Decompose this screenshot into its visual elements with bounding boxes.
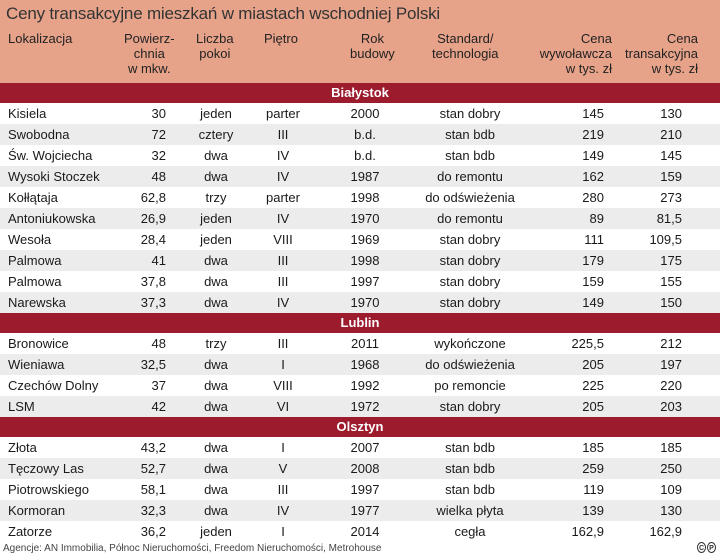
area-cell: 42 (151, 399, 166, 414)
transaction-price-cell: 212 (660, 336, 682, 351)
table-row (0, 145, 720, 166)
area-cell: 30 (151, 106, 166, 121)
rooms-cell: dwa (204, 357, 228, 372)
asking-price-cell: 225 (582, 378, 604, 393)
year-cell: 1987 (350, 169, 380, 184)
location-cell: Zatorze (8, 524, 53, 539)
area-cell: 48 (151, 336, 166, 351)
transaction-price-cell: 203 (660, 399, 682, 414)
floor-cell: parter (266, 190, 300, 205)
transaction-price-cell: 220 (660, 378, 682, 393)
location-cell: Tęczowy Las (8, 461, 84, 476)
floor-cell: VIII (273, 232, 293, 247)
table-row (0, 437, 720, 458)
table-row (0, 375, 720, 396)
asking-price-cell: 149 (582, 295, 604, 310)
area-cell: 62,8 (140, 190, 166, 205)
floor-cell: I (281, 440, 285, 455)
table-header (0, 0, 720, 83)
year-cell: 1998 (350, 190, 380, 205)
standard-cell: stan dobry (439, 106, 501, 121)
table-row (0, 396, 720, 417)
rooms-cell: dwa (204, 440, 228, 455)
asking-price-cell: 162,9 (571, 524, 604, 539)
standard-cell: stan bdb (445, 440, 495, 455)
rooms-cell: jeden (200, 232, 232, 247)
asking-price-cell: 185 (582, 440, 604, 455)
area-cell: 26,9 (140, 211, 166, 226)
col-header-area: Powierz- chnia w mkw. (124, 31, 175, 76)
standard-cell: wykończone (434, 336, 506, 351)
location-cell: Narewska (8, 295, 66, 310)
asking-price-cell: 225,5 (571, 336, 604, 351)
logo-letter: C (697, 542, 706, 553)
standard-cell: stan bdb (445, 482, 495, 497)
year-cell: 1997 (350, 274, 380, 289)
asking-price-cell: 139 (582, 503, 604, 518)
table-row (0, 124, 720, 145)
year-cell: 1970 (350, 295, 380, 310)
year-cell: 1977 (350, 503, 380, 518)
year-cell: 2011 (351, 336, 379, 351)
location-cell: Czechów Dolny (8, 378, 99, 393)
asking-price-cell: 179 (582, 253, 604, 268)
floor-cell: IV (276, 169, 290, 184)
area-cell: 32,5 (140, 357, 166, 372)
area-cell: 32,3 (140, 503, 166, 518)
area-cell: 58,1 (140, 482, 166, 497)
asking-price-cell: 219 (582, 127, 604, 142)
floor-cell: III (277, 127, 289, 142)
col-header-asking-price: Cena wywoławcza w tys. zł (539, 31, 612, 76)
location-cell: Piotrowskiego (8, 482, 89, 497)
asking-price-cell: 162 (582, 169, 604, 184)
city-band: Białystok (0, 83, 720, 103)
source-note: Agencje: AN Immobilia, Północ Nieruchomości, Freedom Nieruchomości, Metrohouse (3, 543, 382, 554)
location-cell: LSM (8, 399, 35, 414)
location-cell: Palmowa (8, 253, 62, 268)
rooms-cell: dwa (204, 503, 228, 518)
table-row (0, 271, 720, 292)
col-header-rooms: Liczba pokoi (196, 31, 234, 61)
year-cell: 1998 (350, 253, 380, 268)
rooms-cell: dwa (204, 482, 228, 497)
floor-cell: I (281, 357, 285, 372)
asking-price-cell: 111 (584, 232, 604, 247)
transaction-price-cell: 273 (660, 190, 682, 205)
transaction-price-cell: 130 (660, 106, 682, 121)
table-row (0, 166, 720, 187)
location-cell: Antoniukowska (8, 211, 96, 226)
asking-price-cell: 205 (582, 357, 604, 372)
floor-cell: V (278, 461, 288, 476)
floor-cell: VIII (273, 378, 293, 393)
area-cell: 36,2 (140, 524, 166, 539)
rooms-cell: dwa (204, 169, 228, 184)
transaction-price-cell: 197 (660, 357, 682, 372)
floor-cell: III (277, 274, 289, 289)
standard-cell: stan bdb (445, 148, 495, 163)
floor-cell: III (277, 482, 289, 497)
area-cell: 43,2 (140, 440, 166, 455)
area-cell: 41 (151, 253, 166, 268)
transaction-price-cell: 250 (660, 461, 682, 476)
table-row (0, 500, 720, 521)
rooms-cell: dwa (204, 461, 228, 476)
area-cell: 37,3 (140, 295, 166, 310)
year-cell: 1997 (350, 482, 380, 497)
transaction-price-cell: 130 (660, 503, 682, 518)
location-cell: Złota (8, 440, 37, 455)
area-cell: 72 (151, 127, 166, 142)
year-cell: 1970 (350, 211, 380, 226)
asking-price-cell: 159 (582, 274, 604, 289)
location-cell: Wieniawa (8, 357, 65, 372)
location-cell: Kisiela (8, 106, 47, 121)
table-row (0, 479, 720, 500)
year-cell: 1972 (350, 399, 380, 414)
table-row (0, 354, 720, 375)
location-cell: Wysoki Stoczek (8, 169, 100, 184)
standard-cell: stan dobry (439, 274, 501, 289)
floor-cell: parter (266, 106, 300, 121)
standard-cell: wielka płyta (436, 503, 504, 518)
transaction-price-cell: 81,5 (656, 211, 682, 226)
year-cell: 1969 (350, 232, 380, 247)
rooms-cell: dwa (204, 378, 228, 393)
standard-cell: po remoncie (434, 378, 506, 393)
col-header-location: Lokalizacja (8, 31, 73, 46)
year-cell: 2007 (350, 440, 380, 455)
location-cell: Wesoła (8, 232, 52, 247)
location-cell: Św. Wojciecha (8, 148, 93, 163)
page-title: Ceny transakcyjne mieszkań w miastach wschodniej Polski (6, 4, 441, 23)
area-cell: 37 (151, 378, 166, 393)
area-cell: 48 (151, 169, 166, 184)
publisher-logo (697, 542, 717, 555)
transaction-price-cell: 109 (660, 482, 682, 497)
col-header-year: Rok budowy (350, 31, 395, 61)
transaction-price-cell: 145 (660, 148, 682, 163)
logo-letter: P (707, 542, 716, 553)
standard-cell: stan dobry (439, 253, 501, 268)
floor-cell: VI (276, 399, 290, 414)
floor-cell: IV (276, 503, 290, 518)
standard-cell: stan dobry (439, 399, 501, 414)
table-row (0, 292, 720, 313)
col-header-transaction-price: Cena transakcyjna w tys. zł (625, 31, 698, 76)
transaction-price-cell: 210 (660, 127, 682, 142)
transaction-price-cell: 175 (660, 253, 682, 268)
table-row (0, 521, 720, 542)
table-row (0, 333, 720, 354)
table-row (0, 187, 720, 208)
year-cell: b.d. (354, 127, 376, 142)
year-cell: 1992 (350, 378, 380, 393)
area-cell: 32 (151, 148, 166, 163)
location-cell: Bronowice (8, 336, 69, 351)
transaction-price-cell: 185 (660, 440, 682, 455)
table-row (0, 250, 720, 271)
city-band: Olsztyn (0, 417, 720, 437)
table-row (0, 229, 720, 250)
standard-cell: cegła (454, 524, 486, 539)
rooms-cell: dwa (204, 148, 228, 163)
location-cell: Kormoran (8, 503, 66, 518)
year-cell: 1968 (350, 357, 380, 372)
floor-cell: IV (276, 148, 290, 163)
rooms-cell: jeden (200, 211, 232, 226)
rooms-cell: jeden (200, 524, 232, 539)
rooms-cell: trzy (205, 336, 227, 351)
asking-price-cell: 119 (583, 482, 604, 497)
year-cell: 2008 (350, 461, 380, 476)
standard-cell: stan dobry (439, 295, 501, 310)
floor-cell: III (277, 253, 289, 268)
transaction-price-cell: 155 (660, 274, 682, 289)
year-cell: 2000 (350, 106, 380, 121)
year-cell: b.d. (354, 148, 376, 163)
location-cell: Swobodna (8, 127, 70, 142)
standard-cell: stan bdb (445, 127, 495, 142)
standard-cell: do remontu (437, 169, 503, 184)
rooms-cell: dwa (204, 253, 228, 268)
rooms-cell: trzy (205, 190, 227, 205)
transaction-price-cell: 150 (660, 295, 682, 310)
location-cell: Palmowa (8, 274, 62, 289)
area-cell: 28,4 (140, 232, 166, 247)
rooms-cell: cztery (198, 127, 234, 142)
transaction-price-cell: 159 (660, 169, 682, 184)
rooms-cell: dwa (204, 399, 228, 414)
rooms-cell: dwa (204, 274, 228, 289)
city-band: Lublin (0, 313, 720, 333)
area-cell: 37,8 (140, 274, 166, 289)
floor-cell: III (277, 336, 289, 351)
floor-cell: IV (276, 295, 290, 310)
floor-cell: IV (276, 211, 290, 226)
asking-price-cell: 145 (582, 106, 604, 121)
rooms-cell: jeden (200, 106, 232, 121)
table-row (0, 103, 720, 124)
area-cell: 52,7 (140, 461, 166, 476)
standard-cell: stan dobry (439, 232, 501, 247)
transaction-price-cell: 162,9 (649, 524, 682, 539)
asking-price-cell: 89 (589, 211, 604, 226)
year-cell: 2014 (350, 524, 380, 539)
col-header-floor: Piętro (264, 31, 298, 46)
asking-price-cell: 205 (582, 399, 604, 414)
standard-cell: do remontu (437, 211, 503, 226)
asking-price-cell: 280 (582, 190, 604, 205)
transaction-price-cell: 109,5 (649, 232, 682, 247)
location-cell: Kołłątaja (8, 190, 58, 205)
rooms-cell: dwa (204, 295, 228, 310)
table-row (0, 458, 720, 479)
standard-cell: do odświeżenia (425, 190, 515, 205)
floor-cell: I (281, 524, 285, 539)
asking-price-cell: 149 (582, 148, 604, 163)
standard-cell: stan bdb (445, 461, 495, 476)
asking-price-cell: 259 (582, 461, 604, 476)
standard-cell: do odświeżenia (425, 357, 515, 372)
col-header-standard: Standard/ technologia (432, 31, 499, 61)
table-row (0, 208, 720, 229)
